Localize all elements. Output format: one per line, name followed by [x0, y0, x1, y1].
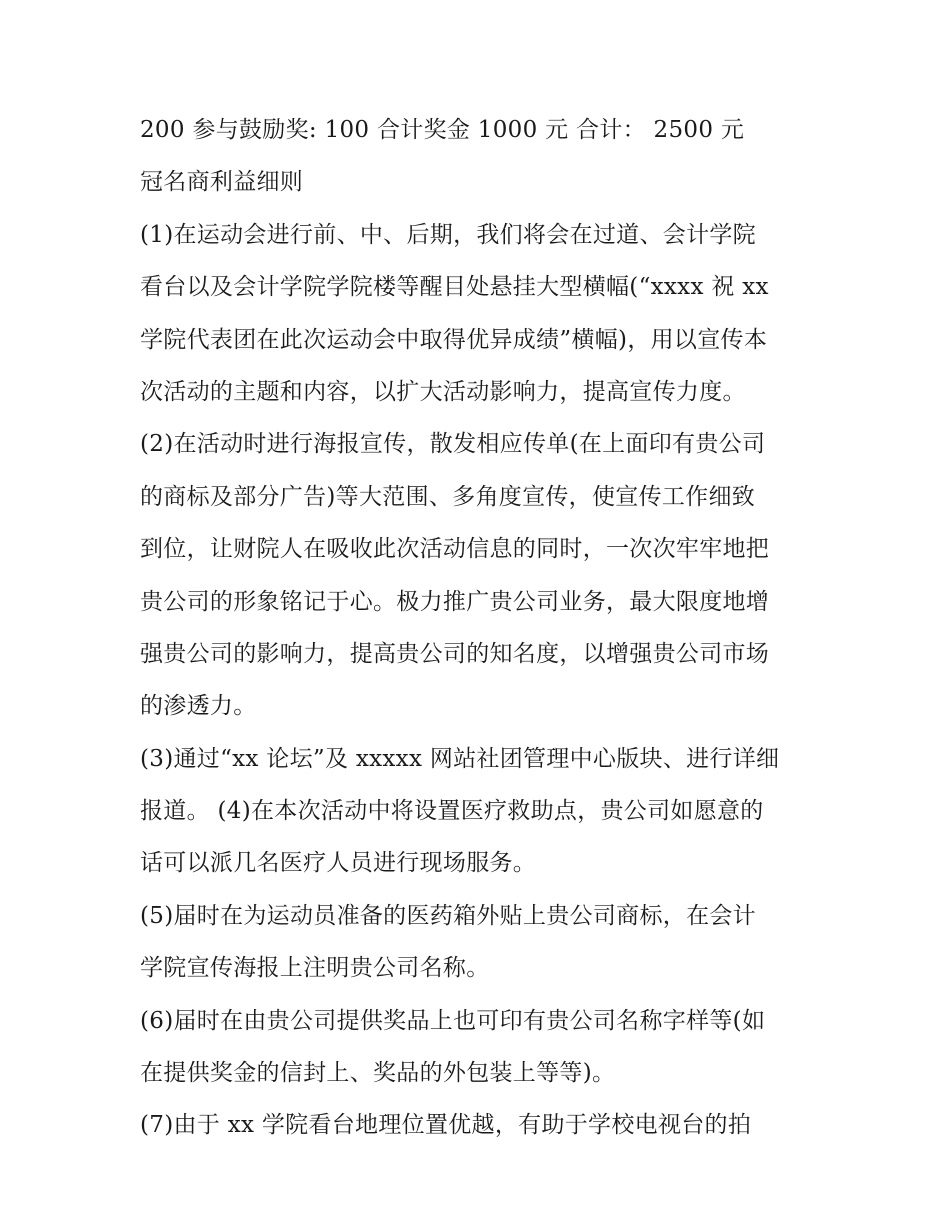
text-line: 学院代表团在此次运动会中取得优异成绩”横幅)，用以宣传本: [140, 326, 768, 353]
text-line: 次活动的主题和内容，以扩大活动影响力，提高宣传力度。: [140, 378, 746, 405]
text-line: (1)在运动会进行前、中、后期，我们将会在过道、会计学院: [140, 221, 756, 248]
text-line: 看台以及会计学院学院楼等醒目处悬挂大型横幅(“xxxx 祝 xx: [140, 274, 769, 301]
text-line: 在提供奖金的信封上、奖品的外包装上等等)。: [140, 1060, 616, 1087]
section-heading: 冠名商利益细则: [140, 169, 304, 196]
text-line: (2)在活动时进行海报宣传，散发相应传单(在上面印有贵公司: [140, 431, 766, 458]
text-line: (3)通过“xx 论坛”及 xxxxx 网站社团管理中心版块、进行详细: [140, 745, 780, 772]
text-line: 学院宣传海报上注明贵公司名称。: [140, 955, 490, 982]
text-line: (5)届时在为运动员准备的医药箱外贴上贵公司商标，在会计: [140, 902, 756, 929]
text-line: (7)由于 xx 学院看台地理位置优越，有助于学校电视台的拍: [140, 1112, 752, 1139]
text-line: 的商标及部分广告)等大范围、多角度宣传，使宣传工作细致: [140, 483, 756, 510]
text-line: 话可以派几名医疗人员进行现场服务。: [140, 850, 537, 877]
text-line: (6)届时在由贵公司提供奖品上也可印有贵公司名称字样等(如: [140, 1007, 766, 1034]
text-line: 的渗透力。: [140, 693, 257, 720]
text-line: 强贵公司的影响力，提高贵公司的知名度，以增强贵公司市场: [140, 640, 770, 667]
text-line: 报道。 (4)在本次活动中将设置医疗救助点，贵公司如愿意的: [140, 798, 764, 825]
text-line: 到位，让财院人在吸收此次活动信息的同时，一次次牢牢地把: [140, 536, 770, 563]
prize-total-line: 200 参与鼓励奖: 100 合计奖金 1000 元 合计： 2500 元: [140, 117, 745, 143]
text-line: 贵公司的形象铭记于心。极力推广贵公司业务，最大限度地增: [140, 588, 770, 615]
document-body: [140, 104, 820, 1152]
